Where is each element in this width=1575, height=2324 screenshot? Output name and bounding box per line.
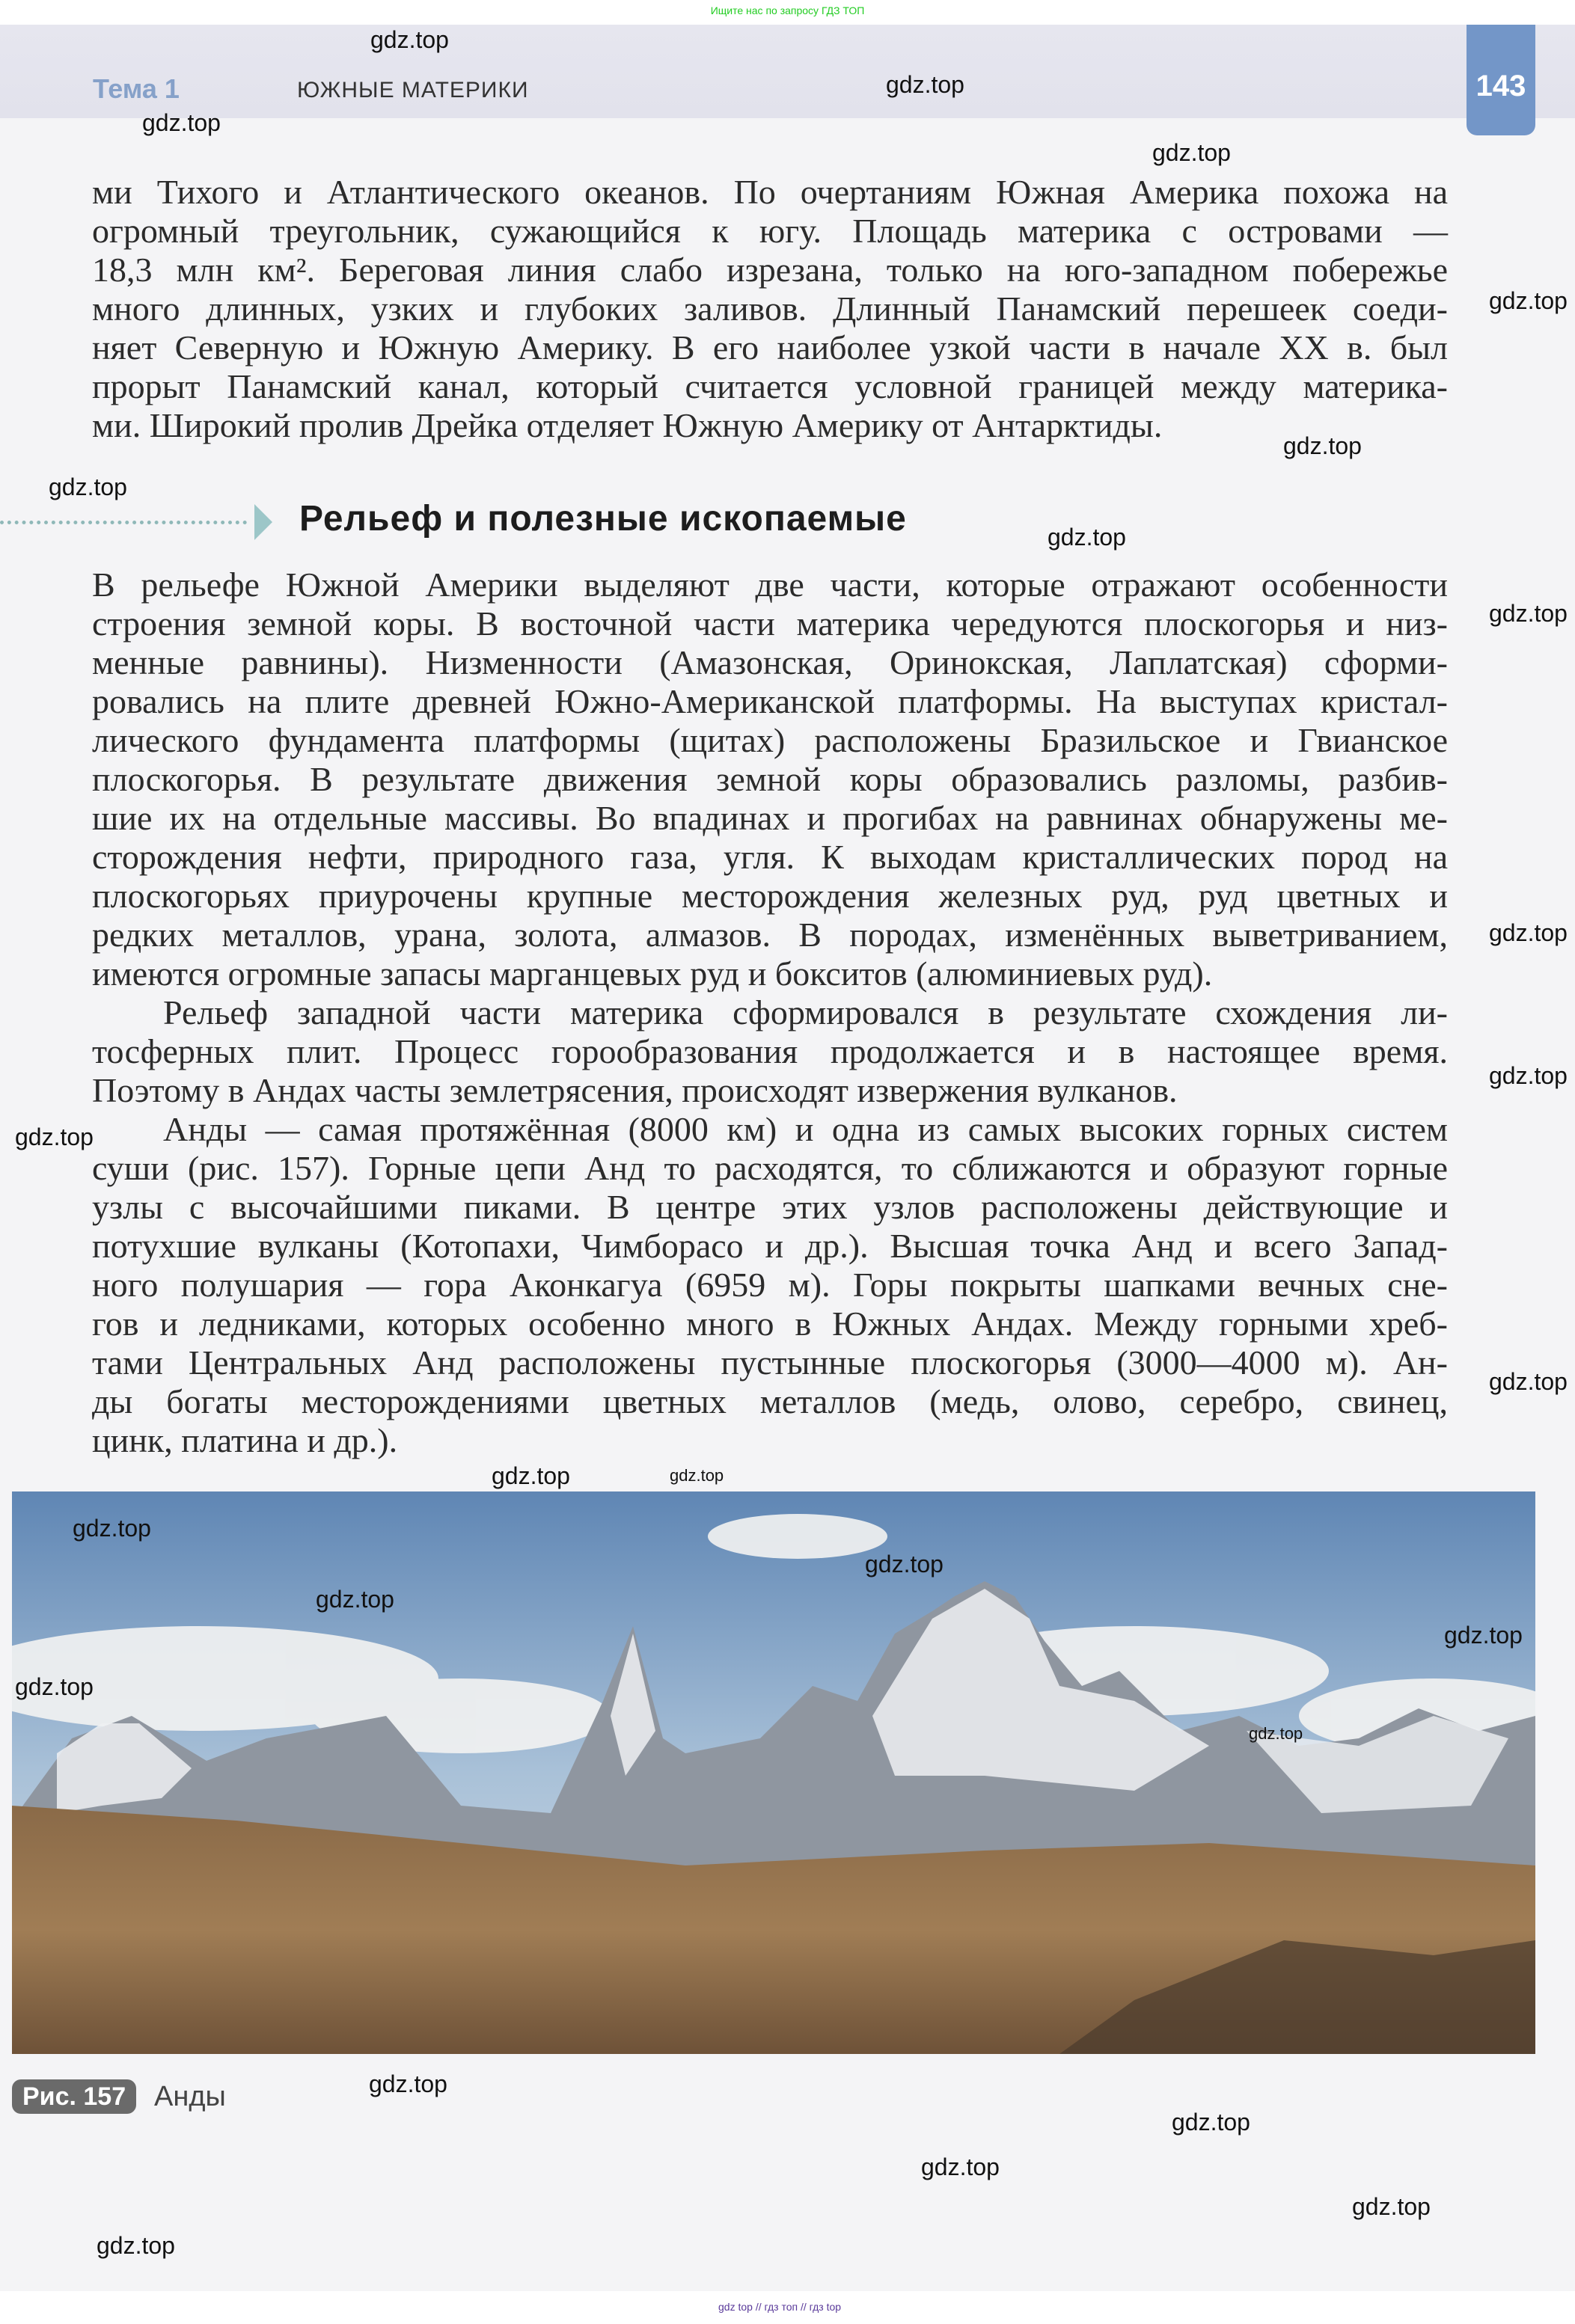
heading-dotted-line [0, 521, 247, 524]
watermark: gdz.top [1048, 524, 1126, 551]
watermark: gdz.top [865, 1551, 944, 1578]
text-line: менные равнины). Низменности (Амазонская, Оринокская, Лаплатская) сформи- [92, 643, 1448, 681]
watermark: gdz.top [921, 2153, 1000, 2180]
text-line: ровались на плите древней Южно-Американской платформы. На выступах кристал- [92, 682, 1448, 720]
text-line: ми. Широкий пролив Дрейка отделяет Южную Америку от Антарктиды. [92, 406, 1163, 444]
text-line: имеются огромные запасы марганцевых руд и бокситов (алюминиевых руд). [92, 954, 1213, 993]
bottom-note: gdz top // гдз топ // гдз top [718, 2301, 842, 2313]
watermark: gdz.top [886, 71, 964, 98]
text-line: прорыт Панамский канал, который считается условной границей между материка- [92, 367, 1448, 405]
text-line: сторождения нефти, природного газа, угля. К выходам кристаллических пород на [92, 838, 1448, 876]
watermark: gdz.top [15, 1123, 94, 1150]
section-title: ЮЖНЫЕ МАТЕРИКИ [297, 78, 529, 102]
text-line: В рельефе Южной Америки выделяют две части, которые отражают особенности [92, 565, 1448, 604]
page-number-tab [1467, 25, 1535, 135]
text-line: потухшие вулканы (Котопахи, Чимборасо и др.). Высшая точка Анд и всего Запад- [92, 1227, 1448, 1265]
text-line: суши (рис. 157). Горные цепи Анд то расходятся, то сближаются и образуют горные [92, 1149, 1448, 1187]
page-header [0, 25, 1575, 118]
text-line: ды богаты месторождениями цветных металлов (медь, олово, серебро, свинец, [92, 1382, 1448, 1420]
text-line: тосферных плит. Процесс горообразования продолжается и в настоящее время. [92, 1032, 1448, 1070]
page-number: 143 [1475, 70, 1526, 102]
text-line: Поэтому в Андах часты землетрясения, происходят извержения вулканов. [92, 1071, 1178, 1109]
top-note: Ищите нас по запросу ГДЗ ТОП [710, 4, 865, 16]
watermark: gdz.top [73, 1515, 151, 1542]
text-line: Анды — самая протяжённая (8000 км) и одна из самых высоких горных систем [163, 1110, 1448, 1148]
watermark: gdz.top [1352, 2193, 1431, 2220]
watermark: gdz.top [97, 2232, 175, 2259]
text-line: строения земной коры. В восточной части материка чередуются плоскогорья и низ- [92, 604, 1448, 643]
watermark: gdz.top [369, 2070, 447, 2097]
andes-photo [12, 1491, 1535, 2054]
text-line: гов и ледниками, которых особенно много в Южных Андах. Между горными хреб- [92, 1304, 1448, 1343]
watermark: gdz.top [1489, 919, 1568, 946]
watermark: gdz.top [1152, 139, 1231, 166]
text-line: шие их на отдельные массивы. Во впадинах и прогибах на равнинах обнаружены ме- [92, 799, 1448, 837]
text-line: много длинных, узких и глубоких заливов. Длинный Панамский перешеек соеди- [92, 289, 1448, 328]
text-line: няет Северную и Южную Америку. В его наиболее узкой части в начале XX в. был [92, 328, 1448, 367]
watermark: gdz.top [1489, 287, 1568, 314]
watermark: gdz.top [370, 26, 449, 53]
watermark: gdz.top [1489, 600, 1568, 627]
text-line: редких металлов, урана, золота, алмазов. В породах, изменённых выветриванием, [92, 916, 1448, 954]
text-line: 18,3 млн км². Береговая линия слабо изрезана, только на юго-западном побережье [92, 251, 1448, 289]
figure-caption: Анды [154, 2081, 226, 2112]
text-line: узлы с высочайшими пиками. В центре этих узлов расположены действующие и [92, 1188, 1448, 1226]
watermark: gdz.top [15, 1673, 94, 1700]
text-line: цинк, платина и др.). [92, 1421, 398, 1459]
figure-label: Рис. 157 [12, 2079, 136, 2114]
watermark: gdz.top [49, 473, 127, 500]
watermark: gdz.top [1489, 1062, 1568, 1089]
text-line: ми Тихого и Атлантического океанов. По очертаниям Южная Америка похожа на [92, 173, 1448, 211]
watermark: gdz.top [492, 1462, 570, 1489]
paragraph-1 [92, 173, 1448, 445]
text-line: ного полушария — гора Аконкагуа (6959 м). Горы покрыты шапками вечных сне- [92, 1266, 1448, 1304]
text-line: Рельеф западной части материка сформировался в результате схождения ли- [163, 993, 1448, 1031]
watermark: gdz.top [1489, 1368, 1568, 1395]
topic-label: Тема 1 [93, 73, 180, 104]
heading-arrow-icon [254, 504, 272, 540]
watermark: gdz.top [142, 109, 221, 136]
watermark: gdz.top [1444, 1622, 1523, 1649]
text-line: огромный треугольник, сужающийся к югу. Площадь материка с островами — [92, 212, 1448, 250]
watermark: gdz.top [1249, 1724, 1303, 1743]
text-line: плоскогорьях приурочены крупные месторождения железных руд, руд цветных и [92, 877, 1448, 915]
text-line: тами Центральных Анд расположены пустынные плоскогорья (3000—4000 м). Ан- [92, 1343, 1448, 1382]
watermark: gdz.top [1172, 2109, 1250, 2136]
section-heading: Рельеф и полезные ископаемые [299, 499, 907, 539]
paragraph-2 [92, 565, 1448, 1460]
text-line: плоскогорья. В результате движения земной коры образовались разломы, разбив- [92, 760, 1448, 798]
watermark: gdz.top [1283, 432, 1362, 459]
text-line: лического фундамента платформы (щитах) расположены Бразильское и Гвианское [92, 721, 1448, 759]
watermark: gdz.top [316, 1586, 394, 1613]
watermark: gdz.top [670, 1466, 724, 1485]
